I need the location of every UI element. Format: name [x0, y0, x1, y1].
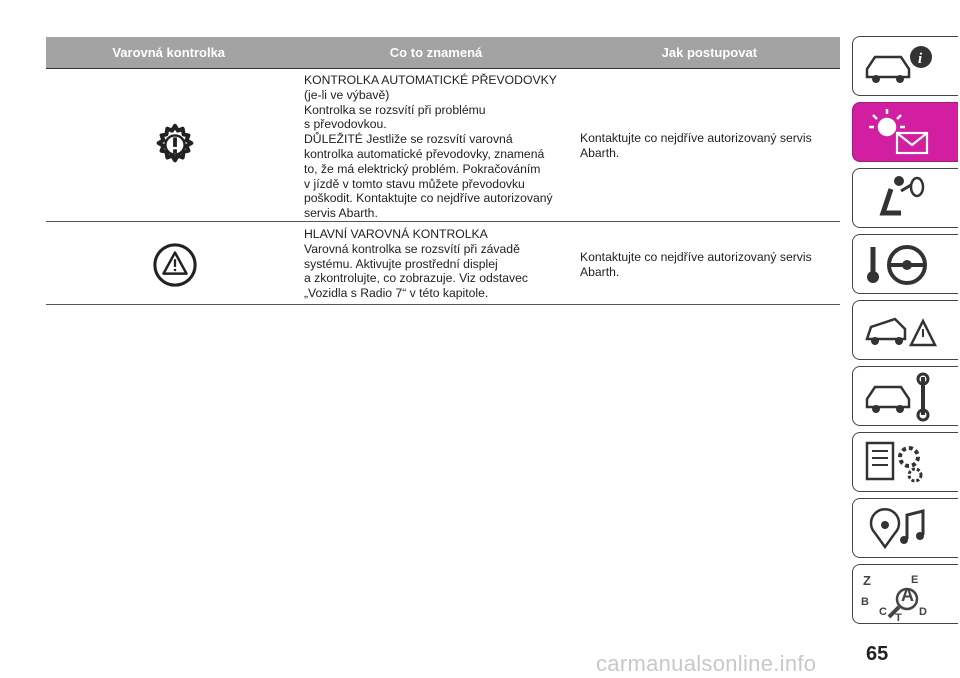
multimedia-icon	[861, 503, 939, 555]
svg-text:B: B	[861, 596, 869, 608]
page-number: 65	[866, 643, 889, 665]
tab-technical-data[interactable]	[852, 432, 958, 492]
row-description: HLAVNÍ VAROVNÁ KONTROLKA Varovná kontrolka se rozsvítí při závadě systému. Aktivujte prostřední displej a zkontrolujte, co zobrazuje. Viz odstavec „Vozidla s Radio 7“ v této kapitole.	[304, 227, 529, 301]
table-row	[46, 70, 840, 222]
car-info-icon	[861, 41, 939, 93]
row-action: Kontaktujte co nejdříve autorizovaný servis Abarth.	[580, 250, 812, 279]
svg-text:C: C	[879, 606, 887, 618]
row-action: Kontaktujte co nejdříve autorizovaný servis Abarth.	[580, 131, 812, 160]
svg-text:T: T	[895, 612, 902, 621]
tab-starting[interactable]	[852, 234, 958, 294]
car-wrench-icon	[861, 371, 939, 423]
svg-text:A: A	[901, 585, 914, 605]
header-warning-light: Varovná kontrolka	[112, 45, 226, 60]
car-crash-warning-icon	[861, 305, 939, 357]
tab-emergency[interactable]	[852, 300, 958, 360]
svg-text:E: E	[911, 574, 919, 586]
header-meaning: Co to znamená	[389, 45, 483, 60]
svg-text:D: D	[919, 606, 927, 618]
tab-car-info[interactable]	[852, 36, 958, 96]
svg-text:i: i	[918, 51, 923, 67]
table-row	[46, 223, 840, 305]
tab-multimedia[interactable]	[852, 498, 958, 558]
watermark: carmanualsonline.info	[596, 651, 817, 676]
header-action: Jak postupovat	[661, 45, 758, 60]
warning-light-message-icon	[861, 107, 939, 159]
index-letters-icon	[861, 569, 939, 621]
tab-warning-lights[interactable]	[852, 102, 958, 162]
row-description: KONTROLKA AUTOMATICKÉ PŘEVODOVKY (je-li ve výbavě) Kontrolka se rozsvítí při problému s převodovkou. DŮLEŽITÉ Jestliže se rozsvítí varovná kontrolka automatické převodovky, znamená to, že má elektrický problém. Pokračováním v jízdě v tomto stavu můžete převodovku poškodit. Kontaktujte co nejdříve autorizovaný servis Abarth.	[304, 73, 557, 221]
tab-maintenance[interactable]	[852, 366, 958, 426]
gear-exclamation-icon	[152, 122, 198, 168]
tab-index[interactable]	[852, 564, 958, 624]
warning-triangle-icon	[152, 242, 198, 288]
svg-text:Z: Z	[863, 573, 871, 588]
key-steering-wheel-icon	[861, 239, 939, 291]
table-header	[46, 37, 840, 69]
tab-safety[interactable]	[852, 168, 958, 228]
seat-airbag-icon	[861, 173, 939, 225]
specs-gear-icon	[861, 437, 939, 489]
